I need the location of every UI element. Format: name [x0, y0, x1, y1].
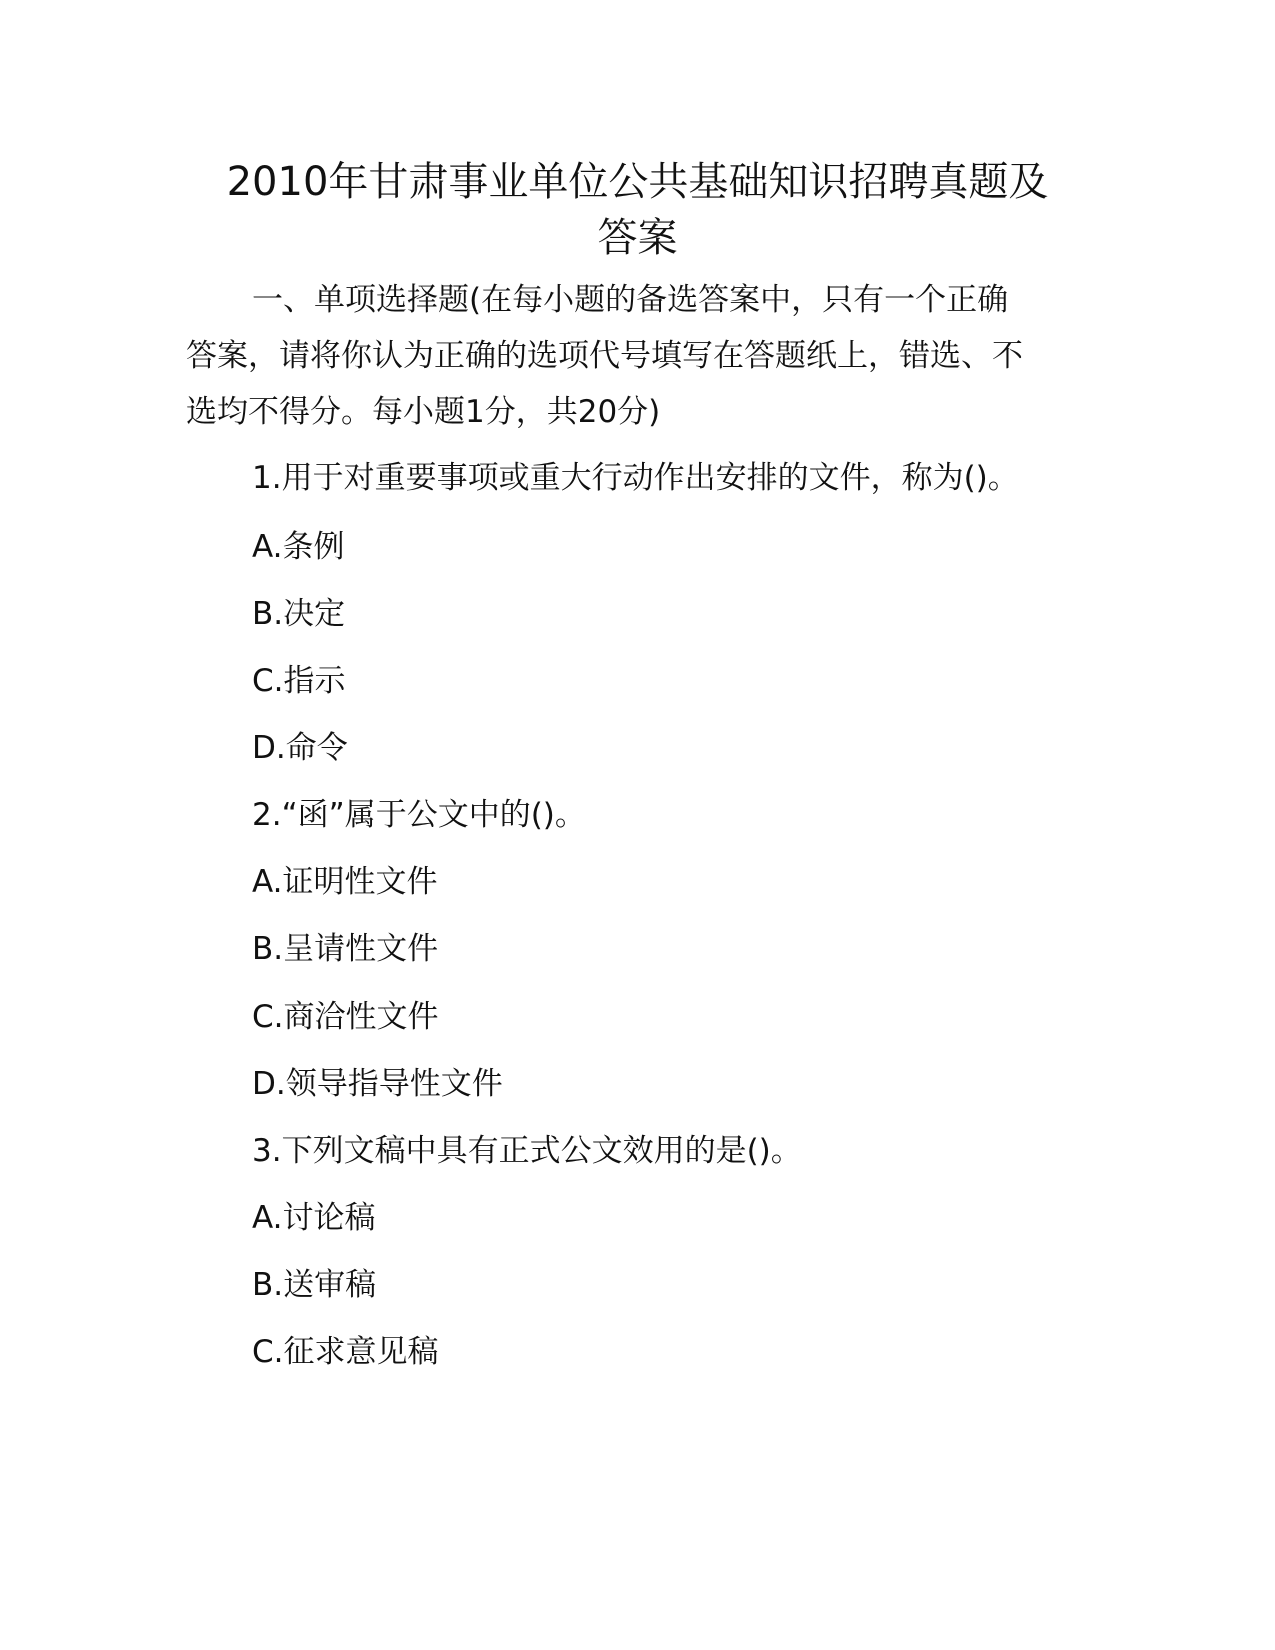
- instructions-line-2: 答案，请将你认为正确的选项代号填写在答题纸上，错选、不: [186, 338, 1023, 374]
- question-3-option-b: B.送审稿: [252, 1267, 377, 1303]
- document-title-line-2: 答案: [597, 215, 678, 261]
- question-1-stem: 1.用于对重要事项或重大行动作出安排的文件，称为()。: [252, 460, 1019, 496]
- question-1-option-c: C.指示: [252, 663, 346, 699]
- question-2-option-d: D.领导指导性文件: [252, 1066, 503, 1102]
- question-3-option-c: C.征求意见稿: [252, 1334, 439, 1370]
- instructions-line-1: 一、单项选择题(在每小题的备选答案中，只有一个正确: [252, 282, 1009, 318]
- question-3-option-a: A.讨论稿: [252, 1200, 376, 1236]
- question-1-option-a: A.条例: [252, 529, 345, 565]
- instructions-line-3: 选均不得分。每小题1分，共20分): [186, 394, 661, 430]
- question-1-option-d: D.命令: [252, 730, 348, 766]
- question-2-option-a: A.证明性文件: [252, 864, 438, 900]
- question-1-option-b: B.决定: [252, 596, 346, 632]
- question-2-option-b: B.呈请性文件: [252, 931, 439, 967]
- document-title-line-1: 2010年甘肃事业单位公共基础知识招聘真题及: [226, 159, 1049, 205]
- question-3-stem: 3.下列文稿中具有正式公文效用的是()。: [252, 1133, 802, 1169]
- question-2-option-c: C.商洽性文件: [252, 999, 439, 1035]
- question-2-stem: 2.“函”属于公文中的()。: [252, 797, 586, 833]
